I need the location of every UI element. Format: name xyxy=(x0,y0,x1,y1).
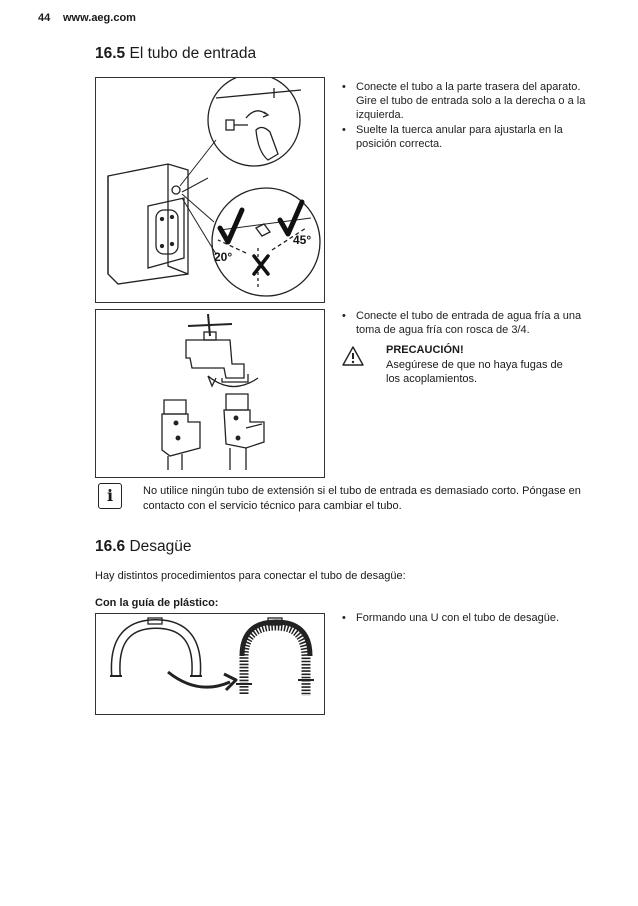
angle-left-label: 20° xyxy=(214,250,233,264)
info-icon: i xyxy=(98,483,122,509)
bullet-item: • Suelte la tuerca anular para ajustarla en la posición correcta. xyxy=(340,123,590,151)
figure-inlet-connection xyxy=(95,77,325,303)
page-number: 44 xyxy=(38,12,51,24)
angle-right-label: 45° xyxy=(293,233,312,247)
section-title: Desagüe xyxy=(129,538,192,555)
caution-text: Asegúrese de que no haya fugas de los acoplamientos. xyxy=(386,359,563,385)
bullet-item: • Conecte el tubo a la parte trasera del aparato. Gire el tubo de entrada solo a la derecha o a la izquierda. xyxy=(340,80,590,122)
header-url[interactable]: www.aeg.com xyxy=(63,12,136,24)
inlet-bullets-top xyxy=(340,80,590,152)
figure-tap-connection xyxy=(95,309,325,478)
check-icon xyxy=(220,210,242,242)
section-16-6-heading xyxy=(95,538,192,556)
cross-icon xyxy=(254,256,268,274)
caution-title: PRECAUCIÓN! xyxy=(386,344,464,356)
drain-intro: Hay distintos procedimientos para conectar el tubo de desagüe: xyxy=(95,570,406,582)
tap-drawing xyxy=(96,310,324,477)
section-number: 16.5 xyxy=(95,45,126,62)
drain-guide-drawing xyxy=(96,614,324,714)
info-note: No utilice ningún tubo de extensión si el tubo de entrada es demasiado corto. Póngase en contacto con el servicio técnico para cambiar el tubo. xyxy=(143,485,581,512)
section-number: 16.6 xyxy=(95,538,126,555)
check-icon xyxy=(280,202,302,234)
figure-inlet-drawing xyxy=(96,78,324,302)
warning-triangle-icon xyxy=(342,346,364,366)
bullet-item: • Conecte el tubo de entrada de agua fría a una toma de agua fría con rosca de 3/4. xyxy=(340,309,596,337)
section-title: El tubo de entrada xyxy=(129,45,257,62)
inlet-bullets-mid xyxy=(340,309,596,338)
drain-subheading: Con la guía de plástico: xyxy=(95,597,219,609)
figure-drain-guide xyxy=(95,613,325,715)
section-16-5-heading xyxy=(95,45,256,63)
drain-bullets xyxy=(340,611,596,626)
bullet-item: • Formando una U con el tubo de desagüe. xyxy=(340,611,596,625)
